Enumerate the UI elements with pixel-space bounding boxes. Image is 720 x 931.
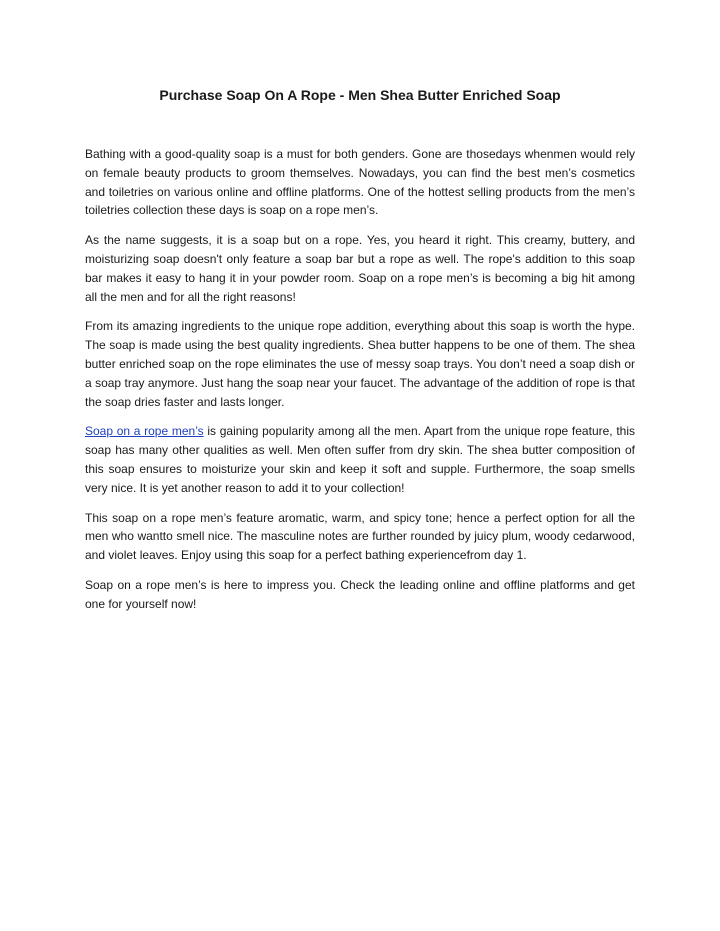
soap-on-a-rope-link[interactable]: Soap on a rope men’s bbox=[85, 424, 204, 439]
paragraph-2: As the name suggests, it is a soap but on a rope. Yes, you heard it right. This creamy, buttery, and moisturizing soap doesn't only feature a soap bar but a rope as well. The rope's addition to this soap bar makes it easy to hang it in your powder room. Soap on a rope men’s is becoming a big hit among all the men and for all the right reasons! bbox=[85, 233, 635, 304]
paragraph-6: Soap on a rope men’s is here to impress you. Check the leading online and offline platforms and get one for yourself now! bbox=[85, 577, 635, 611]
paragraph-4 bbox=[85, 422, 635, 497]
document-body bbox=[85, 145, 635, 625]
paragraph-5: This soap on a rope men’s feature aromatic, warm, and spicy tone; hence a perfect option for all the men who wantto smell nice. The masculine notes are further rounded by juicy plum, woody cedarwood, and violet leaves. Enjoy using this soap for a perfect bathing experiencefrom day 1. bbox=[85, 510, 635, 563]
paragraph-4-text: is gaining popularity among all the men. Apart from the unique rope feature, this soap has many other qualities as well. Men often suffer from dry skin. The shea butter composition of this soap ensures to moisturize your skin and keep it soft and supple. Furthermore, the soap smells very nice. It is yet another reason to add it to your collection! bbox=[85, 424, 635, 495]
document-title: Purchase Soap On A Rope - Men Shea Butter Enriched Soap bbox=[159, 87, 561, 103]
paragraph-3: From its amazing ingredients to the unique rope addition, everything about this soap is worth the hype. The soap is made using the best quality ingredients. Shea butter happens to be one of them. The shea butter enriched soap on the rope eliminates the use of messy soap trays. You don’t need a soap dish or a soap tray anymore. Just hang the soap near your faucet. The advantage of the addition of rope is that the soap dries faster and lasts longer. bbox=[85, 319, 635, 409]
paragraph-1: Bathing with a good-quality soap is a must for both genders. Gone are thosedays whenmen would rely on female beauty products to groom themselves. Nowadays, you can find the best men’s cosmetics and toiletries on various online and offline platforms. One of the hottest selling products from the men’s toiletries collection these days is soap on a rope men’s. bbox=[85, 147, 635, 218]
